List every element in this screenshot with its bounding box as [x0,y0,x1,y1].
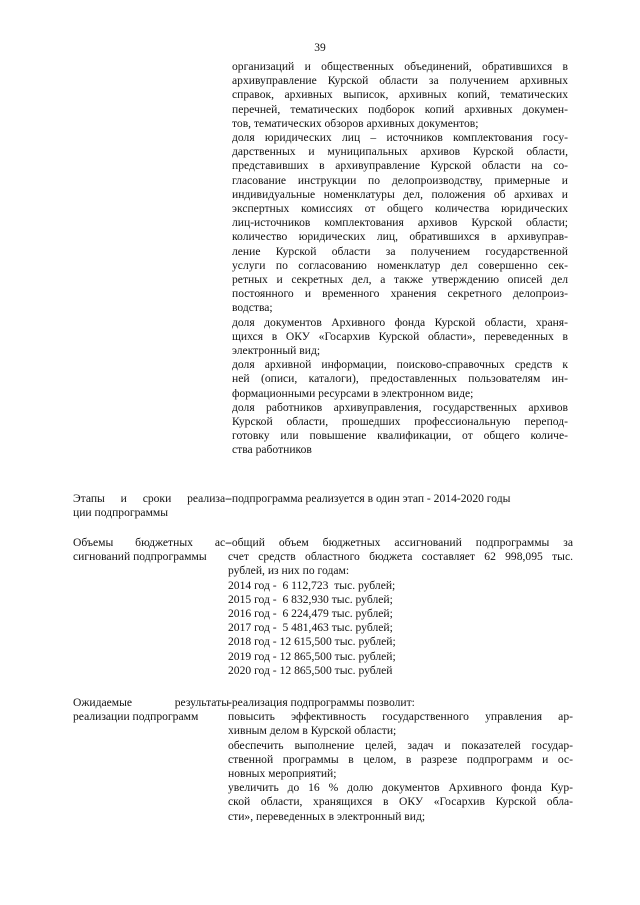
budget-label [73,536,229,564]
results-label [73,696,229,724]
results-line: ской области, хранящихся в ОКУ «Госархив Курской обла- [228,795,573,809]
results-line: хивным делом в Курской области; [228,724,397,738]
budget-year-line: 2016 год - 6 224,479 тыс. рублей; [228,607,393,621]
budget-year-line: 2018 год - 12 615,500 тыс. рублей; [228,635,396,649]
text-line: формационными ресурсами в электронном виде; [232,386,474,400]
results-line: новных мероприятий; [228,767,337,781]
budget-intro-line: -общий объем бюджетных ассигнований подпрограммы за [228,536,573,549]
label-line: сигнований подпрограммы [73,550,207,564]
indicators-list [232,60,568,458]
budget-year-line: 2019 год - 12 865,500 тыс. рублей; [228,649,396,663]
stages-label [73,492,229,520]
text-line: ление Курской области за получением государственной [232,244,568,258]
text-line: щихся в ОКУ «Госархив Курской области», переведенных в [232,329,568,343]
budget-value [228,536,573,678]
results-line: увеличить до 16 % долю документов Архивного фонда Кур- [228,781,573,795]
text-line: готовку или повышение квалификации, от общего количе- [232,429,568,443]
results-value [228,696,573,824]
text-line: электронный вид; [232,344,321,358]
text-line: Курской области, прошедших профессиональную перепод- [232,415,568,429]
budget-year-line: 2020 год - 12 865,500 тыс. рублей [228,663,393,677]
text-line: перечней, тематических подборок копий архивных докумен- [232,102,568,116]
results-line: обеспечить выполнение целей, задач и показателей государ- [228,738,573,752]
results-line: -реализация подпрограммы позволит: [228,696,415,709]
text-line: дарственных и муниципальных архивов Курской области, [232,145,568,159]
text-line: доля архивной информации, поисково-справочных средств к [232,358,568,372]
text-line: доля документов Архивного фонда Курской области, храня- [232,315,568,329]
text-line: лиц-источников комплектования архивов Курской области; [232,216,568,230]
results-line: повысить эффективность государственного управления ар- [228,710,573,724]
text-line: количество юридических лиц, обратившихся в архивуправ- [232,230,568,244]
text-line: водства; [232,301,273,315]
budget-year-line: 2014 год - 6 112,723 тыс. рублей; [228,578,396,592]
page-number: 39 [314,42,326,54]
text-line: организаций и общественных объединений, обратившихся в [232,60,568,73]
text-line: индивидуальные номенклатуры дел, положения об архивах и [232,187,568,201]
text-line: ретных и секретных дел, а также утверждению описей дел [232,273,568,287]
budget-year-line: 2017 год - 5 481,463 тыс. рублей; [228,621,393,635]
stages-value [228,492,573,506]
results-line: ственной программы в целом, в разрезе подпрограмм и ос- [228,752,573,766]
label-line: Ожидаемые результаты [73,696,229,709]
text-line: доля работников архивуправления, государственных архивов [232,400,568,414]
budget-year-line: 2015 год - 6 832,930 тыс. рублей; [228,592,393,606]
budget-intro-line: рублей, из них по годам: [228,564,350,578]
label-line: реализации подпрограмм [73,710,199,724]
text-line: услуги по согласованию номенклатур дел совершенно сек- [232,258,568,272]
text-line: представивших в архивуправление Курской области на со- [232,159,568,173]
stages-text: -подпрограмма реализуется в один этап - 2014-2020 годы [228,492,511,505]
text-line: ства работников [232,443,312,457]
label-line: Этапы и сроки реализа- [73,492,229,505]
text-line: экспертных комиссиях от общего количества юридических [232,202,568,216]
text-line: архивуправление Курской области за получением архивных [232,74,568,88]
label-line: ции подпрограммы [73,506,169,520]
text-line: гласование инструкции по делопроизводству, примерные и [232,173,568,187]
budget-intro-line: счет средств областного бюджета составляет 62 998,095 тыс. [228,550,573,564]
results-line: сти», переведенных в электронный вид; [228,809,426,823]
text-line: ней (описи, каталоги), предоставленных пользователям ин- [232,372,568,386]
text-line: доля юридических лиц – источников комплектования госу- [232,131,568,145]
text-line: справок, архивных выписок, архивных копий, тематических [232,88,568,102]
text-line: тов, тематических обзоров архивных документов; [232,116,479,130]
label-line: Объемы бюджетных ас- [73,536,229,549]
text-line: постоянного и временного хранения секретного делопроиз- [232,287,568,301]
